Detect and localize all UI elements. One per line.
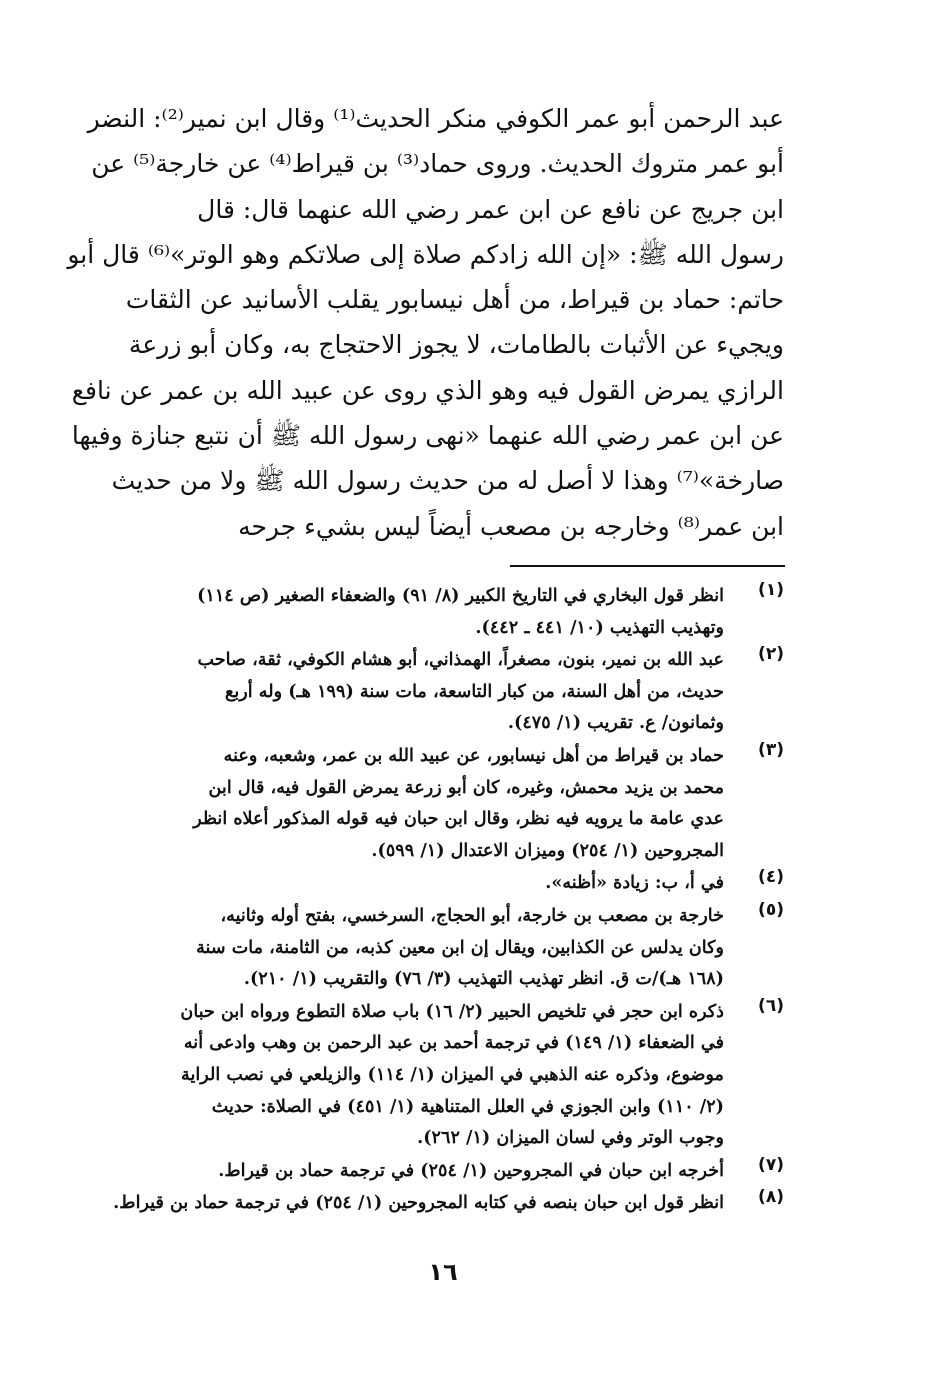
- main-text-line: عبد الرحمن أبو عمر الكوفي منكر الحديث⁽¹⁾ وقال ابن نمير⁽²⁾: النضر: [87, 104, 784, 133]
- footnote: [86, 867, 784, 899]
- footnote-line: عبد الله بن نمير، بنون، مصغراً، الهمذاني، أبو هشام الكوفي، ثقة، صاحب: [197, 649, 724, 671]
- footnote-line: محمد بن يزيد محمش، وغيره، كان أبو زرعة يمرض القول فيه، قال ابن: [208, 776, 724, 798]
- footnote-number: (١): [758, 580, 784, 600]
- footnote-line: وجوب الوتر وفي لسان الميزان (١/ ٢٦٢).: [417, 1127, 724, 1149]
- footnote: [86, 580, 784, 643]
- footnote-line: عدي عامة ما يرويه فيه نظر، وقال ابن حبان فيه قوله المذكور أعلاه انظر: [193, 808, 724, 830]
- footnote-number: (٨): [758, 1187, 784, 1208]
- main-text: [67, 96, 784, 549]
- footnote-line: وثمانون/ ع. تقريب (١/ ٤٧٥).: [507, 712, 724, 734]
- footnote-line: انظر قول ابن حبان بنصه في كتابه المجروحين (١/ ٢٥٤) في ترجمة حماد بن قيراط.: [113, 1192, 724, 1214]
- main-text-line: الرازي يمرض القول فيه وهو الذي روى عن عبيد الله بن عمر عن نافع: [71, 375, 784, 405]
- footnote: [86, 1187, 784, 1219]
- footnote: [86, 1155, 784, 1187]
- footnote-line: انظر قول البخاري في التاريخ الكبير (٨/ ٩١) والضعفاء الصغير (ص ١١٤): [197, 585, 724, 606]
- footnote-line: المجروحين (١/ ٢٥٤) وميزان الاعتدال (١/ ٥٩٩).: [371, 839, 724, 861]
- footnote: [86, 900, 784, 995]
- footnote-separator: [510, 565, 785, 567]
- footnote-number: (٥): [758, 899, 784, 920]
- footnote-number: (٢): [758, 644, 784, 665]
- footnote-number: (٣): [758, 739, 784, 760]
- footnote-number: (٤): [758, 867, 784, 888]
- footnote-line: في الضعفاء (١/ ١٤٩) في ترجمة أحمد بن عبد الرحمن بن وهب وادعى أنه: [183, 1032, 724, 1054]
- footnote-line: وتهذيب التهذيب (١٠/ ٤٤١ ـ ٤٤٢).: [475, 616, 724, 638]
- footnote-line: (١٦٨ هـ)/ت ق. انظر تهذيب التهذيب (٣/ ٧٦) والتقريب (١/ ٢١٠).: [243, 968, 724, 990]
- main-text-line: ابن عمر⁽⁸⁾ وخارجه بن مصعب أيضاً ليس بشيء جرحه: [238, 511, 784, 541]
- main-text-line: صارخة»⁽⁷⁾ وهذا لا أصل له من حديث رسول الله ﷺ ولا من حديث: [111, 466, 784, 496]
- page-number: ١٦: [428, 1258, 458, 1286]
- footnote-line: في أ، ب: زيادة «أظنه».: [545, 872, 724, 894]
- footnote-line: (٢/ ١١٠) وابن الجوزي في العلل المتناهية (١/ ٤٥١) في الصلاة: حديث: [211, 1095, 724, 1117]
- footnote: [86, 996, 784, 1154]
- footnote-number: (٦): [758, 995, 784, 1016]
- footnotes: [86, 580, 784, 1220]
- footnote-line: حماد بن قيراط من أهل نيسابور، عن عبيد الله بن عمر، وشعبه، وعنه: [223, 744, 724, 766]
- footnote-line: موضوع، وذكره عنه الذهبي في الميزان (١/ ١١٤) والزيلعي في نصب الراية: [181, 1063, 724, 1085]
- footnote-number: (٧): [758, 1154, 784, 1175]
- footnote-line: وكان يدلس عن الكذابين، ويقال إن ابن معين كذبه، من الثامنة، مات سنة: [196, 936, 724, 958]
- footnote-line: أخرجه ابن حبان في المجروحين (١/ ٢٥٤) في ترجمة حماد بن قيراط.: [218, 1159, 724, 1181]
- footnote: [86, 740, 784, 866]
- main-text-line: عن ابن عمر رضي الله عنهما «نهى رسول الله ﷺ أن نتبع جنازة وفيها: [71, 421, 784, 451]
- main-text-line: أبو عمر متروك الحديث. وروى حماد⁽³⁾ بن قيراط⁽⁴⁾ عن خارجة⁽⁵⁾ عن: [91, 149, 784, 179]
- footnote: [86, 644, 784, 739]
- main-text-line: رسول الله ﷺ: «إن الله زادكم صلاة إلى صلاتكم وهو الوتر»⁽⁶⁾ قال أبو: [67, 239, 784, 269]
- footnote-line: ذكره ابن حجر في تلخيص الحبير (٢/ ١٦) باب صلاة التطوع ورواه ابن حبان: [180, 1000, 724, 1022]
- main-text-line: ويجيء عن الأثبات بالطامات، لا يجوز الاحتجاج به، وكان أبو زرعة: [128, 330, 784, 360]
- footnote-line: حديث، من أهل السنة، من كبار التاسعة، مات سنة (١٩٩ هـ) وله أربع: [225, 680, 724, 702]
- main-text-line: ابن جريج عن نافع عن ابن عمر رضي الله عنهما قال: قال: [197, 194, 784, 224]
- main-text-line: حاتم: حماد بن قيراط، من أهل نيسابور يقلب الأسانيد عن الثقات: [125, 285, 784, 315]
- footnote-line: خارجة بن مصعب بن خارجة، أبو الحجاج، السرخسي، بفتح أوله وثانيه،: [220, 904, 724, 926]
